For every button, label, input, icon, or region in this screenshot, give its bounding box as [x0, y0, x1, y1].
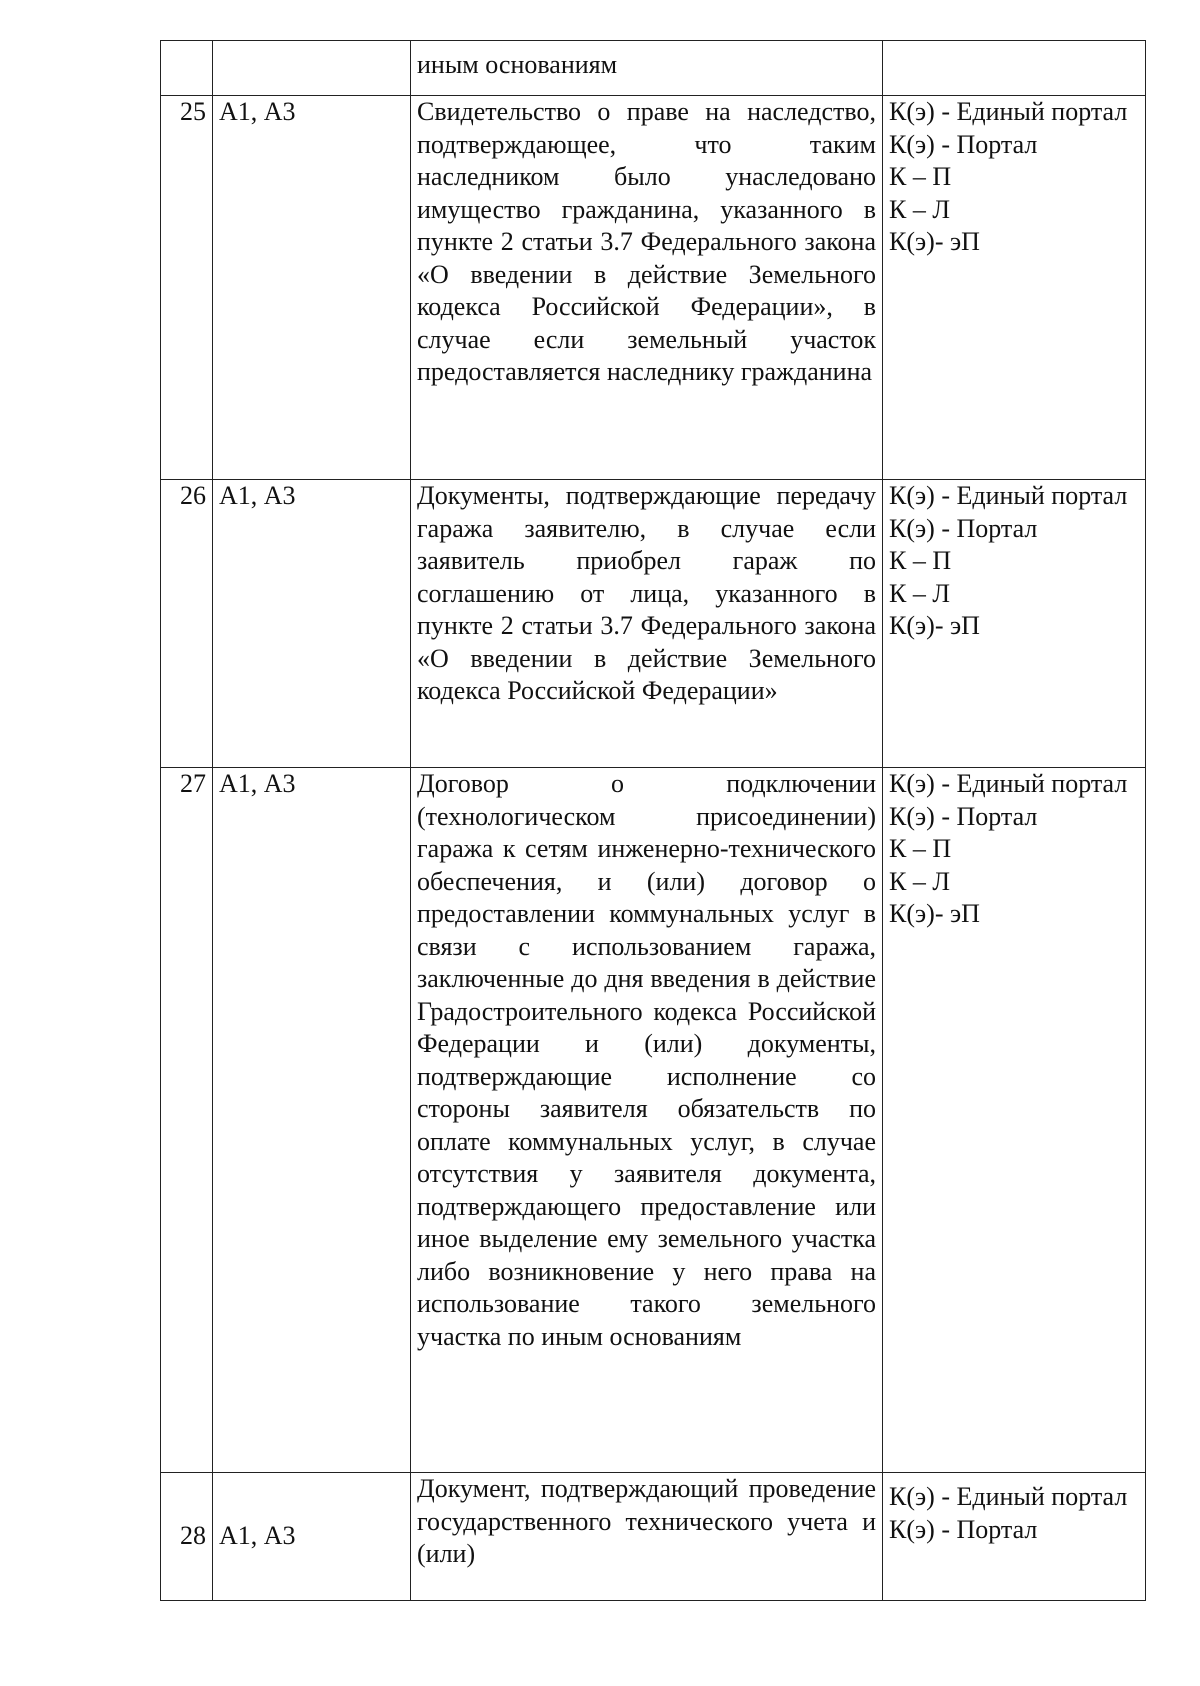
form-item: К(э) - Единый портал [889, 1482, 1128, 1511]
form-item: К(э) - Единый портал [889, 97, 1128, 126]
form-item: К(э) - Единый портал [889, 769, 1128, 798]
row-description-cell: Свидетельство о праве на наследство, подтверждающее, что таким наследником было унаследовано имущество гражданина, указанного в пункте 2 статьи 3.7 Федерального закона «О введении в действие Земельного кодекса Российской Федерации», в случае если земельный участок предоставляется наследнику гражданина [411, 96, 883, 480]
row-number-cell: 26 [161, 480, 213, 768]
form-item: К – П [889, 834, 952, 863]
form-item: К – Л [889, 866, 950, 896]
table-row [161, 768, 1146, 1473]
form-item: К – П [889, 546, 952, 575]
row-number-cell: 25 [161, 96, 213, 480]
row-description-cell: иным основаниям [411, 41, 883, 96]
row-description-cell: Документы, подтверждающие передачу гаража заявителю, в случае если заявитель приобрел гараж по соглашению от лица, указанного в пункте 2 статьи 3.7 Федерального закона «О введении в действие Земельного кодекса Российской Федерации» [411, 480, 883, 768]
row-number-cell: 28 [161, 1473, 213, 1601]
row-codes-cell: А1, А3 [213, 96, 411, 480]
row-description-cell: Документ, подтверждающий проведение государственного технического учета и (или) [411, 1473, 883, 1601]
form-item: К(э) - Портал [889, 513, 1038, 543]
row-forms-cell [883, 1473, 1146, 1601]
form-item: К(э)- эП [889, 227, 980, 256]
form-item: К – Л [889, 194, 950, 224]
table-row [161, 41, 1146, 96]
row-forms-cell [883, 41, 1146, 96]
row-codes-cell: А1, А3 [213, 768, 411, 1473]
form-item: К – П [889, 162, 952, 191]
table-row [161, 1473, 1146, 1601]
form-item: К(э) - Портал [889, 801, 1038, 831]
row-codes-cell: А1, А3 [213, 480, 411, 768]
row-description-cell: Договор о подключении (технологическом присоединении) гаража к сетям инженерно-технического обеспечения, и (или) договор о предоставлении коммунальных услуг в связи с использованием гаража, заключенные до дня введения в действие Градостроительного кодекса Российской Федерации и (или) документы, подтверждающие исполнение со стороны заявителя обязательств по оплате коммунальных услуг, в случае отсутствия у заявителя документа, подтверждающего предоставление или иное выделение ему земельного участка либо возникновение у него права на использование такого земельного участка по иным основаниям [411, 768, 883, 1473]
row-forms-cell [883, 480, 1146, 768]
form-item: К(э) - Единый портал [889, 481, 1128, 510]
table-row [161, 480, 1146, 768]
row-number-cell: 27 [161, 768, 213, 1473]
documents-table [160, 40, 1146, 1601]
row-number-cell [161, 41, 213, 96]
table-row [161, 96, 1146, 480]
form-item: К(э) - Портал [889, 1514, 1038, 1544]
row-forms-cell [883, 768, 1146, 1473]
row-forms-cell [883, 96, 1146, 480]
form-item: К(э)- эП [889, 899, 980, 928]
row-codes-cell: А1, А3 [213, 1473, 411, 1601]
form-item: К(э) - Портал [889, 129, 1038, 159]
form-item: К – Л [889, 578, 950, 608]
form-item: К(э)- эП [889, 611, 980, 640]
row-codes-cell [213, 41, 411, 96]
